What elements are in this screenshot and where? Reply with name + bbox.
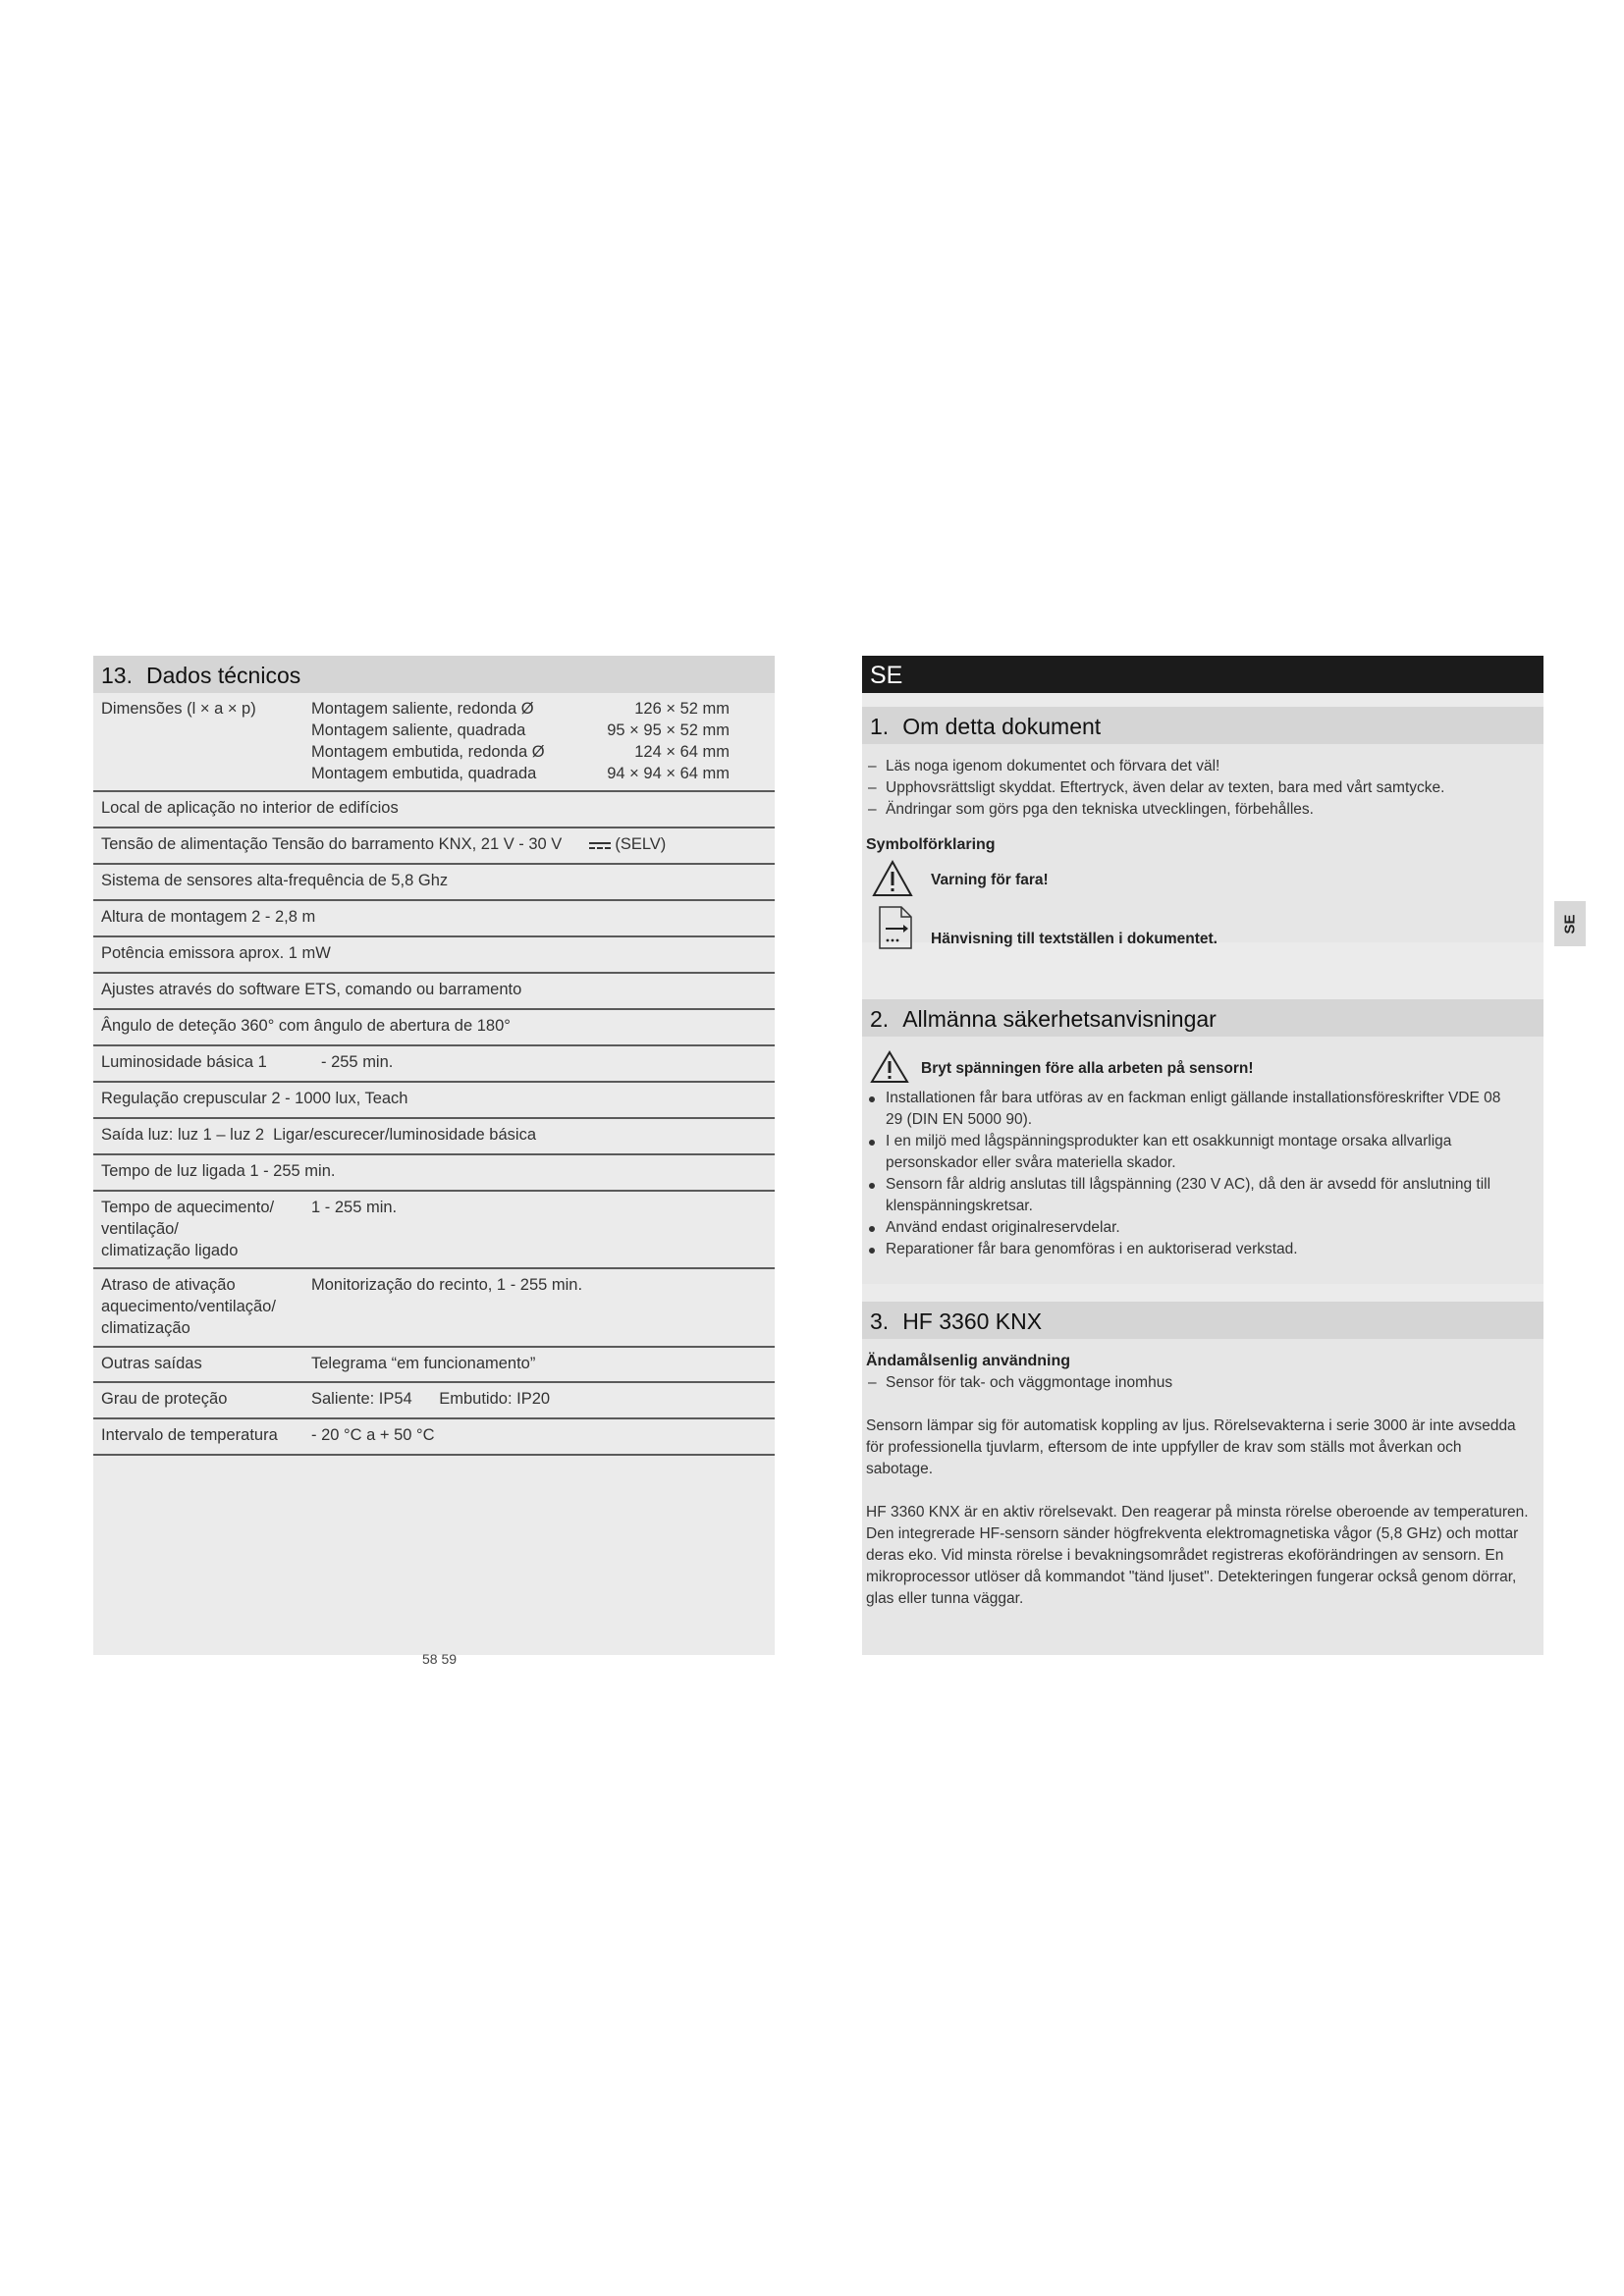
tensao-text: Tensão de alimentação Tensão do barramento KNX, 21 V - 30 V xyxy=(101,835,563,853)
dc-symbol-icon xyxy=(589,841,611,849)
warning-triangle-icon xyxy=(870,1050,909,1084)
section-number: 13. xyxy=(101,663,133,688)
grau-label: Grau de proteção xyxy=(101,1390,228,1408)
sistema-row xyxy=(93,865,775,901)
grau-value: Saliente: IP54 Embutido: IP20 xyxy=(311,1390,551,1408)
section-1-heading xyxy=(862,707,1543,744)
section-1-list xyxy=(862,756,1530,821)
language-code: SE xyxy=(870,662,903,689)
list-item: Reparationer får bara genomföras i en auktoriserad verkstad. xyxy=(862,1239,1520,1260)
angulo-row xyxy=(93,1010,775,1046)
outras-value: Telegrama “em funcionamento” xyxy=(311,1355,536,1372)
list-item: Använd endast originalreservdelar. xyxy=(862,1217,1520,1239)
selv-text: (SELV) xyxy=(615,835,667,853)
intervalo-value: - 20 °C a + 50 °C xyxy=(311,1426,435,1444)
dimensions-values xyxy=(607,698,730,784)
section-2-heading xyxy=(862,999,1543,1037)
tempo-aquecimento-label: Tempo de aquecimento/ ventilação/ climatização ligado xyxy=(101,1199,275,1259)
section-3-paragraph-2: HF 3360 KNX är en aktiv rörelsevakt. Den reagerar på minsta rörelse oberoende av temperaturen. Den integrerade HF-sensorn sänder högfrekventa elektromagnetiska vågor (5,8 GHz) och mottar deras eko. Vid minsta rörelse i bevakningsområdet registreras ekoförändringen av sensorn. En mikroprocessor utlöser då kommandot "tänd ljuset". Detekteringen fungerar också genom dörrar, glas eller tunna väggar. xyxy=(866,1504,1529,1607)
outras-row xyxy=(93,1348,775,1383)
sistema-text: Sistema de sensores alta-frequência de 5,8 Ghz xyxy=(101,872,449,889)
saida-text: Saída luz: luz 1 – luz 2 Ligar/escurecer/luminosidade básica xyxy=(101,1126,536,1144)
list-item: Installationen får bara utföras av en fackman enligt gällande installationsföreskrifter VDE 08 29 (DIN EN 5000 90). xyxy=(862,1088,1520,1131)
section-3-paragraph-1: Sensorn lämpar sig för automatisk koppling av ljus. Rörelsevakterna i serie 3000 är inte avsedda för professionella tjuvlarm, eftersom de inte uppfyller de krav som ställs mot åverkan och sabotage. xyxy=(866,1417,1516,1477)
section-1-number: 1. xyxy=(870,714,890,739)
left-page xyxy=(93,656,775,1655)
section-1-block xyxy=(862,707,1543,947)
intervalo-row xyxy=(93,1419,775,1456)
right-page xyxy=(862,656,1543,1655)
potencia-text: Potência emissora aprox. 1 mW xyxy=(101,944,331,962)
tensao-row xyxy=(93,828,775,865)
local-text: Local de aplicação no interior de edifícios xyxy=(101,799,399,817)
tempo-aquecimento-row xyxy=(93,1192,775,1269)
luminosidade-value: - 255 min. xyxy=(321,1053,394,1071)
language-side-tab xyxy=(1554,901,1586,946)
regulacao-row xyxy=(93,1083,775,1119)
altura-text: Altura de montagem 2 - 2,8 m xyxy=(101,908,316,926)
tech-data-heading xyxy=(93,656,775,693)
dimensions-row xyxy=(93,693,775,792)
dimension-value: 95 × 95 × 52 mm xyxy=(607,721,730,739)
regulacao-text: Regulação crepuscular 2 - 1000 lux, Teach xyxy=(101,1090,408,1107)
section-3-heading xyxy=(862,1302,1543,1339)
saida-row xyxy=(93,1119,775,1155)
section-3-number: 3. xyxy=(870,1308,890,1334)
ajustes-text: Ajustes através do software ETS, comando ou barramento xyxy=(101,981,522,998)
intervalo-label: Intervalo de temperatura xyxy=(101,1426,278,1444)
tensao-container xyxy=(101,833,666,855)
symbol-reference-text: Hänvisning till textställen i dokumentet. xyxy=(931,931,1218,947)
dimension-value: 94 × 94 × 64 mm xyxy=(607,765,730,782)
language-bar xyxy=(862,656,1543,693)
section-title: Dados técnicos xyxy=(145,663,301,688)
symbol-heading: Symbolförklaring xyxy=(866,836,996,853)
section-2-number: 2. xyxy=(870,1006,890,1032)
section-3-title: HF 3360 KNX xyxy=(902,1308,1043,1334)
atraso-row xyxy=(93,1269,775,1348)
dimension-desc: Montagem saliente, quadrada xyxy=(311,721,526,739)
list-item: – Upphovsrättsligt skyddat. Eftertryck, även delar av texten, bara med vårt samtycke. xyxy=(862,777,1530,799)
tempo-luz-text: Tempo de luz ligada 1 - 255 min. xyxy=(101,1162,336,1180)
section-3-list xyxy=(862,1372,1530,1394)
angulo-text: Ângulo de deteção 360° com ângulo de abertura de 180° xyxy=(101,1017,511,1035)
section-3-subheading: Ändamålsenlig användning xyxy=(866,1353,1071,1369)
dimensions-label: Dimensões (l × a × p) xyxy=(101,700,256,718)
section-2-block xyxy=(862,999,1543,1284)
symbol-warning-text: Varning för fara! xyxy=(931,872,1049,888)
document-reference-icon xyxy=(878,905,913,950)
warning-triangle-icon xyxy=(872,859,913,898)
tempo-aquecimento-value: 1 - 255 min. xyxy=(311,1199,398,1216)
list-item: – Läs noga igenom dokumentet och förvara det väl! xyxy=(862,756,1530,777)
dimension-desc: Montagem embutida, redonda Ø xyxy=(311,743,545,761)
atraso-value: Monitorização do recinto, 1 - 255 min. xyxy=(311,1276,583,1294)
list-item: I en miljö med lågspänningsprodukter kan ett osakkunnigt montage orsaka allvarliga personskador eller svåra materiella skador. xyxy=(862,1131,1520,1174)
list-item: – Sensor för tak- och väggmontage inomhus xyxy=(862,1372,1530,1394)
luminosidade-row xyxy=(93,1046,775,1083)
section-2-warning: Bryt spänningen före alla arbeten på sensorn! xyxy=(921,1060,1254,1077)
altura-row xyxy=(93,901,775,937)
tempo-luz-row xyxy=(93,1155,775,1192)
dimension-desc: Montagem saliente, redonda Ø xyxy=(311,700,534,718)
grau-row xyxy=(93,1383,775,1419)
list-item: – Ändringar som görs pga den tekniska utvecklingen, förbehålles. xyxy=(862,799,1530,821)
dimension-value: 124 × 64 mm xyxy=(634,743,730,761)
section-2-title: Allmänna säkerhetsanvisningar xyxy=(902,1006,1217,1032)
dimension-value: 126 × 52 mm xyxy=(634,700,730,718)
outras-label: Outras saídas xyxy=(101,1355,202,1372)
side-tab-label: SE xyxy=(1561,913,1579,934)
section-2-list xyxy=(862,1088,1520,1260)
luminosidade-label: Luminosidade básica 1 xyxy=(101,1053,267,1071)
page-numbers: 58 59 xyxy=(422,1651,458,1667)
section-1-title: Om detta dokument xyxy=(902,714,1102,739)
atraso-label: Atraso de ativação aquecimento/ventilação/ climatização xyxy=(101,1276,276,1337)
section-3-block xyxy=(862,1302,1543,1655)
potencia-row xyxy=(93,937,775,974)
local-row xyxy=(93,792,775,828)
dimensions-descriptions xyxy=(311,698,545,784)
ajustes-row xyxy=(93,974,775,1010)
dimension-desc: Montagem embutida, quadrada xyxy=(311,765,537,782)
list-item: Sensorn får aldrig anslutas till lågspänning (230 V AC), då den är avsedd för anslutning till klenspänningskretsar. xyxy=(862,1174,1520,1217)
